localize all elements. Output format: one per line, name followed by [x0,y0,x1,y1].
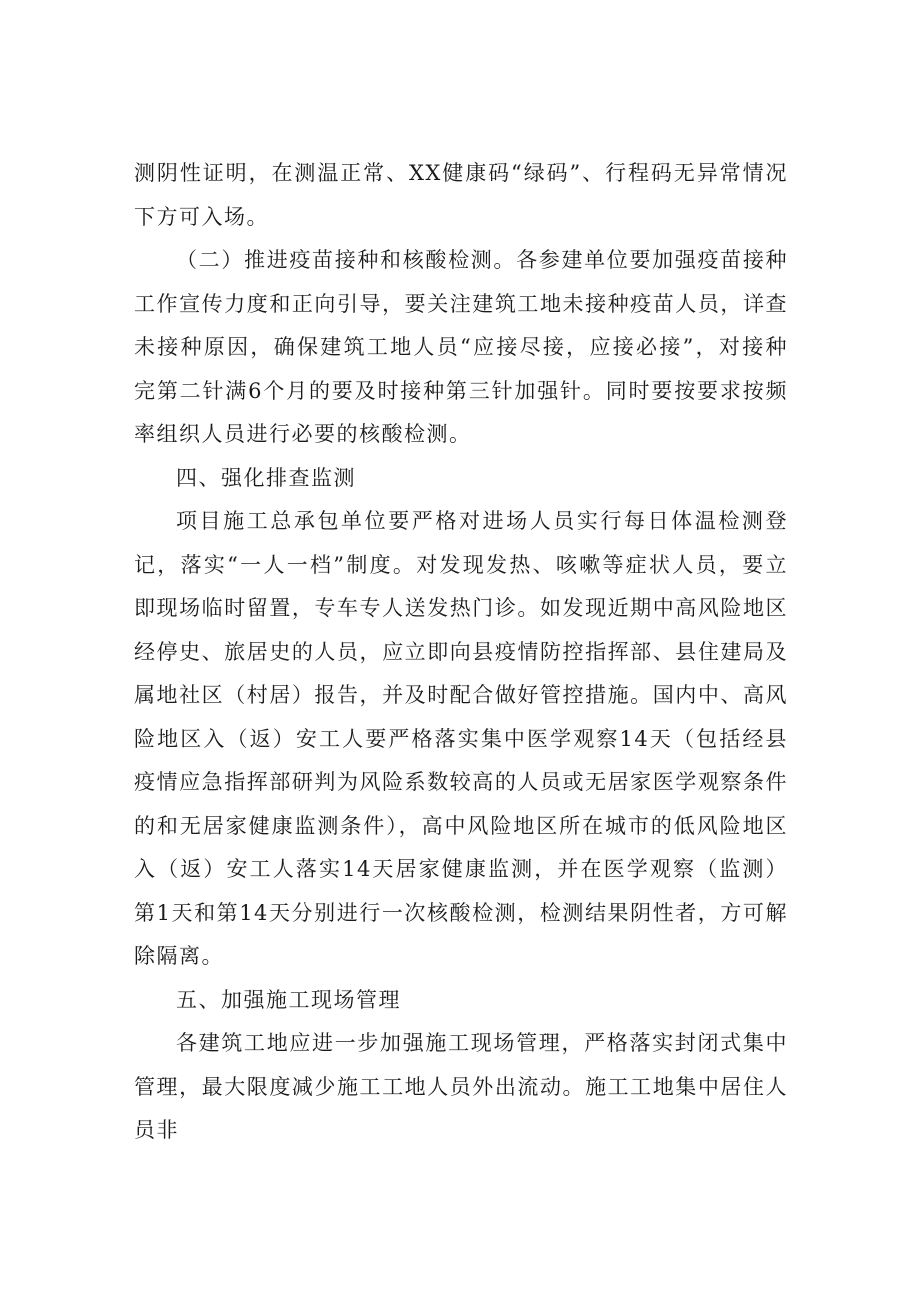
paragraph-screening: 项目施工总承包单位要严格对进场人员实行每日体温检测登记，落实“一人一档”制度。对发现发热、咳嗽等症状人员，要立即现场临时留置，专车专人送发热门诊。如发现近期中高风险地区经停史、旅居史的人员，应立即向县疫情防控指挥部、县住建局及属地社区（村居）报告，并及时配合做好管控措施。国内中、高风险地区入（返）安工人要严格落实集中医学观察14天（包括经县疫情应急指挥部研判为风险系数较高的人员或无居家医学观察条件的和无居家健康监测条件），高中风险地区所在城市的低风险地区入（返）安工人落实14天居家健康监测，并在医学观察（监测）第1天和第14天分别进行一次核酸检测，检测结果阴性者，方可解除隔离。 [134,509,788,968]
paragraph-site-management: 各建筑工地应进一步加强施工现场管理，严格落实封闭式集中管理，最大限度减少施工工地人员外出流动。施工工地集中居住人员非 [134,1031,788,1142]
section-heading-site-management: 五、加强施工现场管理 [176,987,401,1012]
paragraph-continuation: 测阴性证明，在测温正常、XX健康码“绿码”、行程码无异常情况下方可入场。 [134,161,788,229]
section-heading-screening: 四、强化排查监测 [176,465,356,490]
document-body [134,152,788,1153]
paragraph-vaccination: （二）推进疫苗接种和核酸检测。各参建单位要加强疫苗接种工作宣传力度和正向引导，要关注建筑工地未接种疫苗人员，详查未接种原因，确保建筑工地人员“应接尽接，应接必接”，对接种完第二针满6个月的要及时接种第三针加强针。同时要按要求按频率组织人员进行必要的核酸检测。 [134,248,788,446]
